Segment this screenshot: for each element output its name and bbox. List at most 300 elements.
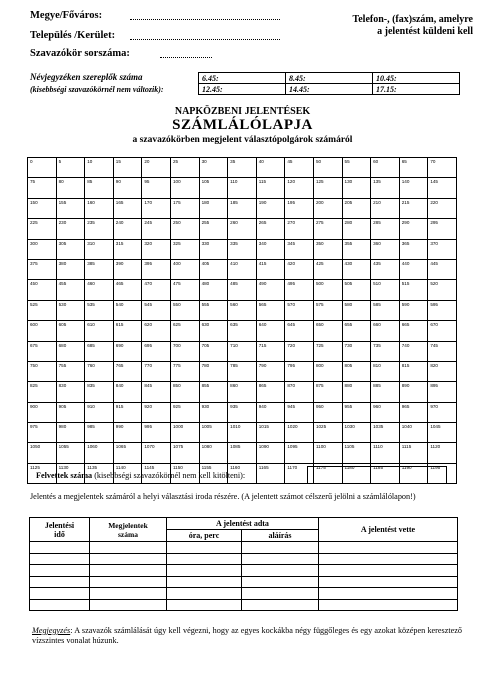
grid-cell[interactable]: 140 [399,178,428,198]
grid-cell[interactable]: 240 [113,219,142,239]
grid-cell[interactable]: 625 [170,321,199,341]
col-reported-by: A jelentést adta [167,518,319,530]
grid-cell[interactable]: 660 [371,321,400,341]
grid-cell[interactable]: 945 [285,402,314,422]
report-row [30,553,458,565]
settlement-field[interactable] [130,39,280,40]
grid-row [28,198,457,218]
grid-row [28,259,457,279]
grid-row [28,402,457,422]
grid-cell[interactable]: 460 [85,280,114,300]
report-cell[interactable] [167,542,242,554]
grid-cell[interactable]: 1015 [256,423,285,443]
report-cell[interactable] [242,588,319,600]
report-cell[interactable] [319,599,458,611]
grid-cell[interactable]: 150 [28,198,57,218]
county-field[interactable] [130,19,280,20]
grid-cell[interactable]: 405 [199,259,228,279]
grid-cell[interactable]: 1100 [313,443,342,463]
report-cell[interactable] [242,542,319,554]
grid-cell[interactable]: 920 [142,402,171,422]
grid-cell[interactable]: 875 [313,382,342,402]
report-cell[interactable] [242,599,319,611]
grid-cell[interactable]: 225 [28,219,57,239]
grid-cell[interactable]: 825 [28,382,57,402]
grid-cell[interactable]: 475 [170,280,199,300]
grid-cell[interactable]: 1050 [28,443,57,463]
grid-cell[interactable]: 370 [428,239,457,259]
report-cell[interactable] [90,576,167,588]
grid-cell[interactable]: 300 [28,239,57,259]
grid-cell[interactable]: 80 [56,178,85,198]
grid-cell[interactable]: 1175 [313,463,342,483]
grid-cell[interactable]: 915 [113,402,142,422]
grid-cell[interactable]: 0 [28,158,57,178]
grid-cell[interactable]: 1190 [399,463,428,483]
grid-cell[interactable]: 935 [228,402,257,422]
grid-cell[interactable]: 215 [399,198,428,218]
report-cell[interactable] [30,553,90,565]
grid-cell[interactable]: 865 [256,382,285,402]
grid-cell[interactable]: 1170 [285,463,314,483]
report-cell[interactable] [319,576,458,588]
grid-cell[interactable]: 260 [228,219,257,239]
district-field[interactable] [160,57,212,58]
grid-cell[interactable]: 205 [342,198,371,218]
grid-cell[interactable]: 280 [342,219,371,239]
grid-cell[interactable]: 770 [142,361,171,381]
grid-cell[interactable]: 115 [256,178,285,198]
grid-cell[interactable]: 880 [342,382,371,402]
report-cell[interactable] [90,588,167,600]
grid-cell[interactable]: 330 [199,239,228,259]
grid-cell[interactable]: 440 [399,259,428,279]
grid-cell[interactable]: 730 [342,341,371,361]
title-sub: a szavazókörben megjelent választópolgárok számáról [132,135,353,145]
recorded-label-bold: Felvettek száma [36,471,93,480]
grid-cell[interactable]: 265 [256,219,285,239]
grid-cell[interactable]: 1120 [428,443,457,463]
grid-cell[interactable]: 525 [28,300,57,320]
grid-cell[interactable]: 255 [199,219,228,239]
grid-cell[interactable]: 445 [428,259,457,279]
grid-cell[interactable]: 620 [142,321,171,341]
counting-grid [27,157,457,484]
grid-cell[interactable]: 170 [142,198,171,218]
grid-cell[interactable]: 635 [228,321,257,341]
grid-row [28,382,457,402]
grid-cell[interactable]: 810 [371,361,400,381]
grid-cell[interactable]: 710 [228,341,257,361]
grid-cell[interactable]: 455 [56,280,85,300]
grid-cell[interactable]: 890 [399,382,428,402]
grid-cell[interactable]: 520 [428,280,457,300]
grid-cell[interactable]: 535 [85,300,114,320]
grid-cell[interactable]: 30 [199,158,228,178]
grid-cell[interactable]: 960 [371,402,400,422]
grid-cell[interactable]: 450 [28,280,57,300]
report-cell[interactable] [167,576,242,588]
grid-cell[interactable]: 670 [428,321,457,341]
grid-cell[interactable]: 555 [199,300,228,320]
grid-cell[interactable]: 1080 [199,443,228,463]
grid-cell[interactable]: 975 [28,423,57,443]
grid-cell[interactable]: 1085 [228,443,257,463]
grid-cell[interactable]: 1040 [399,423,428,443]
report-cell[interactable] [30,542,90,554]
grid-cell[interactable]: 830 [56,382,85,402]
report-cell[interactable] [242,565,319,577]
grid-cell[interactable]: 75 [28,178,57,198]
grid-cell[interactable]: 40 [256,158,285,178]
grid-cell[interactable]: 1030 [342,423,371,443]
grid-cell[interactable]: 355 [342,239,371,259]
grid-cell[interactable]: 495 [285,280,314,300]
grid-cell[interactable]: 295 [428,219,457,239]
grid-cell[interactable]: 1035 [371,423,400,443]
grid-cell[interactable]: 155 [56,198,85,218]
grid-cell[interactable]: 650 [313,321,342,341]
grid-cell[interactable]: 1105 [342,443,371,463]
grid-cell[interactable]: 565 [256,300,285,320]
grid-cell[interactable]: 1065 [113,443,142,463]
grid-cell[interactable]: 1010 [228,423,257,443]
grid-cell[interactable]: 470 [142,280,171,300]
grid-cell[interactable]: 1005 [199,423,228,443]
grid-cell[interactable]: 345 [285,239,314,259]
grid-cell[interactable]: 480 [199,280,228,300]
grid-cell[interactable]: 775 [170,361,199,381]
grid-cell[interactable]: 965 [399,402,428,422]
grid-cell[interactable]: 715 [256,341,285,361]
grid-cell[interactable]: 760 [85,361,114,381]
grid-cell[interactable]: 640 [256,321,285,341]
grid-cell[interactable]: 595 [428,300,457,320]
grid-cell[interactable]: 20 [142,158,171,178]
grid-cell[interactable]: 540 [113,300,142,320]
grid-cell[interactable]: 85 [85,178,114,198]
grid-cell[interactable]: 720 [285,341,314,361]
grid-cell[interactable]: 505 [342,280,371,300]
grid-cell[interactable]: 685 [85,341,114,361]
grid-cell[interactable]: 900 [28,402,57,422]
grid-cell[interactable]: 925 [170,402,199,422]
grid-cell[interactable]: 1025 [313,423,342,443]
grid-cell[interactable]: 690 [113,341,142,361]
time-cell[interactable]: 8.45: [286,73,373,84]
grid-cell[interactable]: 380 [56,259,85,279]
grid-cell[interactable]: 290 [399,219,428,239]
grid-cell[interactable]: 50 [313,158,342,178]
grid-cell[interactable]: 35 [228,158,257,178]
grid-cell[interactable]: 580 [342,300,371,320]
grid-cell[interactable]: 235 [85,219,114,239]
grid-cell[interactable]: 245 [142,219,171,239]
grid-cell[interactable]: 1165 [256,463,285,483]
grid-cell[interactable]: 310 [85,239,114,259]
grid-cell[interactable]: 1090 [256,443,285,463]
grid-cell[interactable]: 270 [285,219,314,239]
grid-cell[interactable]: 870 [285,382,314,402]
grid-cell[interactable]: 1195 [428,463,457,483]
report-cell[interactable] [90,553,167,565]
grid-cell[interactable]: 610 [85,321,114,341]
grid-cell[interactable]: 190 [256,198,285,218]
grid-cell[interactable]: 765 [113,361,142,381]
grid-cell[interactable]: 230 [56,219,85,239]
grid-row [28,158,457,178]
grid-cell[interactable]: 1055 [56,443,85,463]
grid-cell[interactable]: 195 [285,198,314,218]
grid-cell[interactable]: 175 [170,198,199,218]
grid-cell[interactable]: 910 [85,402,114,422]
grid-cell[interactable]: 745 [428,341,457,361]
time-cell[interactable]: 10.45: [373,73,460,84]
grid-cell[interactable]: 320 [142,239,171,259]
grid-cell[interactable]: 930 [199,402,228,422]
report-cell[interactable] [90,599,167,611]
grid-cell[interactable]: 805 [342,361,371,381]
grid-cell[interactable]: 485 [228,280,257,300]
grid-cell[interactable]: 5 [56,158,85,178]
grid-cell[interactable]: 425 [313,259,342,279]
grid-cell[interactable]: 1045 [428,423,457,443]
report-cell[interactable] [319,565,458,577]
report-cell[interactable] [167,565,242,577]
report-cell[interactable] [30,576,90,588]
report-cell[interactable] [30,565,90,577]
grid-cell[interactable]: 120 [285,178,314,198]
report-cell[interactable] [319,542,458,554]
grid-cell[interactable]: 1135 [85,463,114,483]
grid-cell[interactable]: 1095 [285,443,314,463]
grid-cell[interactable]: 780 [199,361,228,381]
grid-cell[interactable]: 705 [199,341,228,361]
grid-cell[interactable]: 110 [228,178,257,198]
grid-cell[interactable]: 750 [28,361,57,381]
grid-cell[interactable]: 560 [228,300,257,320]
report-row [30,576,458,588]
grid-cell[interactable]: 1145 [142,463,171,483]
grid-cell[interactable]: 400 [170,259,199,279]
grid-cell[interactable]: 1115 [399,443,428,463]
grid-cell[interactable]: 10 [85,158,114,178]
grid-cell[interactable]: 465 [113,280,142,300]
grid-cell[interactable]: 510 [371,280,400,300]
grid-cell[interactable]: 725 [313,341,342,361]
grid-cell[interactable]: 180 [199,198,228,218]
grid-cell[interactable]: 600 [28,321,57,341]
grid-cell[interactable]: 490 [256,280,285,300]
grid-cell[interactable]: 1155 [199,463,228,483]
grid-cell[interactable]: 1060 [85,443,114,463]
grid-cell[interactable]: 695 [142,341,171,361]
grid-cell[interactable]: 55 [342,158,371,178]
grid-cell[interactable]: 895 [428,382,457,402]
time-cell[interactable]: 17.15: [373,84,460,95]
grid-cell[interactable]: 795 [285,361,314,381]
grid-cell[interactable]: 740 [399,341,428,361]
grid-cell[interactable]: 410 [228,259,257,279]
grid-cell[interactable]: 615 [113,321,142,341]
report-cell[interactable] [167,553,242,565]
grid-cell[interactable]: 130 [342,178,371,198]
grid-cell[interactable]: 165 [113,198,142,218]
col-attendance-l2: száma [118,529,138,539]
grid-cell[interactable]: 860 [228,382,257,402]
grid-cell[interactable]: 855 [199,382,228,402]
grid-cell[interactable]: 665 [399,321,428,341]
report-cell[interactable] [90,565,167,577]
grid-cell[interactable]: 25 [170,158,199,178]
grid-cell[interactable]: 420 [285,259,314,279]
grid-cell[interactable]: 630 [199,321,228,341]
grid-cell[interactable]: 950 [313,402,342,422]
grid-cell[interactable]: 210 [371,198,400,218]
grid-cell[interactable]: 145 [428,178,457,198]
grid-cell[interactable]: 1150 [170,463,199,483]
grid-cell[interactable]: 340 [256,239,285,259]
report-cell[interactable] [167,588,242,600]
grid-cell[interactable]: 325 [170,239,199,259]
settlement-label: Település /Kerület: [30,30,116,41]
grid-cell[interactable]: 1070 [142,443,171,463]
grid-cell[interactable]: 820 [428,361,457,381]
grid-cell[interactable]: 250 [170,219,199,239]
grid-cell[interactable]: 360 [371,239,400,259]
grid-cell[interactable]: 90 [113,178,142,198]
grid-cell[interactable]: 700 [170,341,199,361]
grid-cell[interactable]: 835 [85,382,114,402]
grid-cell[interactable]: 645 [285,321,314,341]
grid-cell[interactable]: 995 [142,423,171,443]
grid-cell[interactable]: 70 [428,158,457,178]
grid-cell[interactable]: 335 [228,239,257,259]
grid-cell[interactable]: 585 [371,300,400,320]
report-cell[interactable] [30,599,90,611]
grid-cell[interactable]: 105 [199,178,228,198]
grid-cell[interactable]: 125 [313,178,342,198]
grid-cell[interactable]: 845 [142,382,171,402]
grid-cell[interactable]: 905 [56,402,85,422]
grid-cell[interactable]: 680 [56,341,85,361]
grid-cell[interactable]: 60 [371,158,400,178]
grid-cell[interactable]: 800 [313,361,342,381]
grid-cell[interactable]: 790 [256,361,285,381]
recorded-label-rest: (kisebbségi szavazókörnél nem kell kitölteni): [92,471,246,480]
time-cell[interactable]: 14.45: [286,84,373,95]
grid-cell[interactable]: 985 [85,423,114,443]
grid-cell[interactable]: 390 [113,259,142,279]
grid-cell[interactable]: 430 [342,259,371,279]
report-cell[interactable] [319,588,458,600]
grid-cell[interactable]: 220 [428,198,457,218]
grid-cell[interactable]: 1160 [228,463,257,483]
grid-cell[interactable]: 275 [313,219,342,239]
grid-cell[interactable]: 605 [56,321,85,341]
grid-cell[interactable]: 95 [142,178,171,198]
grid-cell[interactable]: 1185 [371,463,400,483]
grid-cell[interactable]: 530 [56,300,85,320]
grid-cell[interactable]: 955 [342,402,371,422]
grid-cell[interactable]: 1110 [371,443,400,463]
report-cell[interactable] [90,542,167,554]
grid-cell[interactable]: 1020 [285,423,314,443]
grid-cell[interactable]: 850 [170,382,199,402]
grid-row [28,178,457,198]
grid-cell[interactable]: 365 [399,239,428,259]
grid-cell[interactable]: 735 [371,341,400,361]
grid-cell[interactable]: 185 [228,198,257,218]
report-cell[interactable] [242,576,319,588]
grid-cell[interactable]: 1130 [56,463,85,483]
grid-cell[interactable]: 840 [113,382,142,402]
grid-cell[interactable]: 550 [170,300,199,320]
grid-cell[interactable]: 755 [56,361,85,381]
col-report-time [30,518,90,542]
grid-cell[interactable]: 500 [313,280,342,300]
grid-cell[interactable]: 100 [170,178,199,198]
report-cell[interactable] [319,553,458,565]
time-cell[interactable]: 12.45: [199,84,286,95]
grid-cell[interactable]: 1140 [113,463,142,483]
grid-cell[interactable]: 200 [313,198,342,218]
grid-cell[interactable]: 15 [113,158,142,178]
grid-row [28,341,457,361]
grid-cell[interactable]: 815 [399,361,428,381]
grid-cell[interactable]: 375 [28,259,57,279]
grid-cell[interactable]: 135 [371,178,400,198]
grid-cell[interactable]: 350 [313,239,342,259]
grid-cell[interactable]: 385 [85,259,114,279]
recorded-count-box[interactable] [307,466,447,484]
grid-cell[interactable]: 675 [28,341,57,361]
grid-cell[interactable]: 940 [256,402,285,422]
footnote-label: Megjegyzés [32,626,71,635]
grid-cell[interactable]: 655 [342,321,371,341]
report-cell[interactable] [167,599,242,611]
grid-cell[interactable]: 1000 [170,423,199,443]
grid-cell[interactable]: 990 [113,423,142,443]
grid-cell[interactable]: 1125 [28,463,57,483]
report-cell[interactable] [30,588,90,600]
grid-cell[interactable]: 785 [228,361,257,381]
grid-cell[interactable]: 575 [313,300,342,320]
grid-cell[interactable]: 545 [142,300,171,320]
grid-cell[interactable]: 415 [256,259,285,279]
grid-cell[interactable]: 885 [371,382,400,402]
grid-cell[interactable]: 515 [399,280,428,300]
grid-row [28,239,457,259]
col-signature: aláírás [242,530,319,542]
grid-cell[interactable]: 1180 [342,463,371,483]
grid-cell[interactable]: 315 [113,239,142,259]
report-cell[interactable] [242,553,319,565]
grid-cell[interactable]: 160 [85,198,114,218]
grid-cell[interactable]: 590 [399,300,428,320]
grid-cell[interactable]: 980 [56,423,85,443]
grid-cell[interactable]: 305 [56,239,85,259]
grid-cell[interactable]: 570 [285,300,314,320]
grid-cell[interactable]: 1075 [170,443,199,463]
grid-cell[interactable]: 65 [399,158,428,178]
grid-cell[interactable]: 970 [428,402,457,422]
grid-cell[interactable]: 395 [142,259,171,279]
grid-cell[interactable]: 435 [371,259,400,279]
time-cell[interactable]: 6.45: [199,73,286,84]
grid-cell[interactable]: 285 [371,219,400,239]
grid-cell[interactable]: 45 [285,158,314,178]
